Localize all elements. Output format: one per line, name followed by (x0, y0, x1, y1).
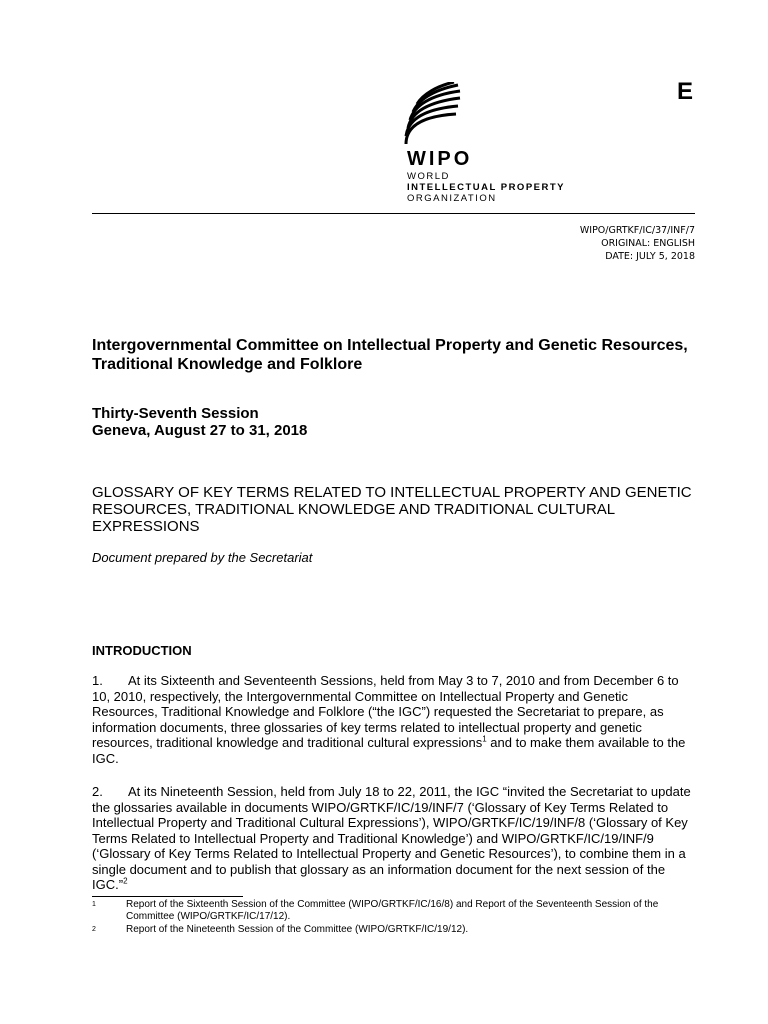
wipo-emblem-icon (400, 82, 470, 148)
paragraph-text: At its Nineteenth Session, held from July 18 to 22, 2011, the IGC “invited the Secretariat to update the glossaries available in documents WIPO/GRTKF/IC/19/INF/7 (‘Glossary of Key Terms Related to Intellectual Property and Traditional Cultural Expressions’), WIPO/GRTKF/IC/19/INF/8 (‘Glossary of Key Terms Related to Intellectual Property and Traditional Knowledge’) and WIPO/GRTKF/IC/19/INF/9 (‘Glossary of Key Terms Related to Intellectual Property and Genetic Resources’), to combine them in a single document and to publish that glossary as an information document for the next session of the IGC.” (92, 784, 691, 892)
footnote-ref-link[interactable]: 2 (123, 876, 128, 886)
footnote-text: Report of the Nineteenth Session of the Committee (WIPO/GRTKF/IC/19/12). (126, 924, 469, 935)
footnote-mark: 1 (92, 901, 96, 908)
footnote-ref-link[interactable]: 1 (482, 734, 487, 744)
footnote-mark: 2 (92, 926, 96, 933)
paragraph-1 (92, 673, 692, 766)
session-name: Thirty-Seventh Session (92, 405, 259, 422)
wipo-wordmark: WIPO (407, 148, 473, 170)
session-info (92, 405, 307, 439)
prepared-by: Document prepared by the Secretariat (92, 550, 313, 565)
paragraph-text-tail: and to make them available to the IGC. (92, 735, 686, 766)
footnote-text: Report of the Sixteenth Session of the Committee (WIPO/GRTKF/IC/16/8) and Report of the Seventeenth Session of the Committee (WIPO/GRTKF/IC/17/12). (126, 899, 659, 922)
paragraph-text: At its Sixteenth and Seventeenth Sessions, held from May 3 to 7, 2010 and from December 6 to 10, 2010, respectively, the Intergovernmental Committee on Intellectual Property and Genetic Resources, Traditional Knowledge and Folklore (“the IGC”) requested the Secretariat to prepare, as information documents, three glossaries of key terms related to intellectual property and genetic resources, traditional knowledge and traditional cultural expressions (92, 673, 679, 750)
document-symbol: WIPO/GRTKF/IC/37/INF/7 (579, 225, 695, 236)
organization-name: WORLD INTELLECTUAL PROPERTY ORGANIZATION (407, 171, 565, 204)
document-title: GLOSSARY OF KEY TERMS RELATED TO INTELLECTUAL PROPERTY AND GENETIC RESOURCES, TRADITIONAL KNOWLEDGE AND TRADITIONAL CULTURAL EXPRESSIONS (92, 484, 692, 535)
wipo-logo (390, 82, 590, 207)
committee-title: Intergovernmental Committee on Intellectual Property and Genetic Resources, Traditional Knowledge and Folklore (92, 337, 688, 373)
paragraph-2 (92, 784, 692, 893)
paragraph-number: 2. (92, 784, 103, 799)
language-code: E (677, 78, 694, 105)
session-place-date: Geneva, August 27 to 31, 2018 (92, 422, 308, 439)
footnote-separator (92, 896, 243, 897)
paragraph-number: 1. (92, 673, 103, 688)
document-metadata (580, 224, 695, 263)
document-date: DATE: JULY 5, 2018 (605, 251, 695, 262)
header-divider (92, 213, 695, 214)
footnote-1 (92, 899, 692, 923)
original-language: ORIGINAL: ENGLISH (601, 238, 695, 249)
section-heading: INTRODUCTION (92, 643, 192, 658)
footnote-2 (92, 924, 692, 936)
